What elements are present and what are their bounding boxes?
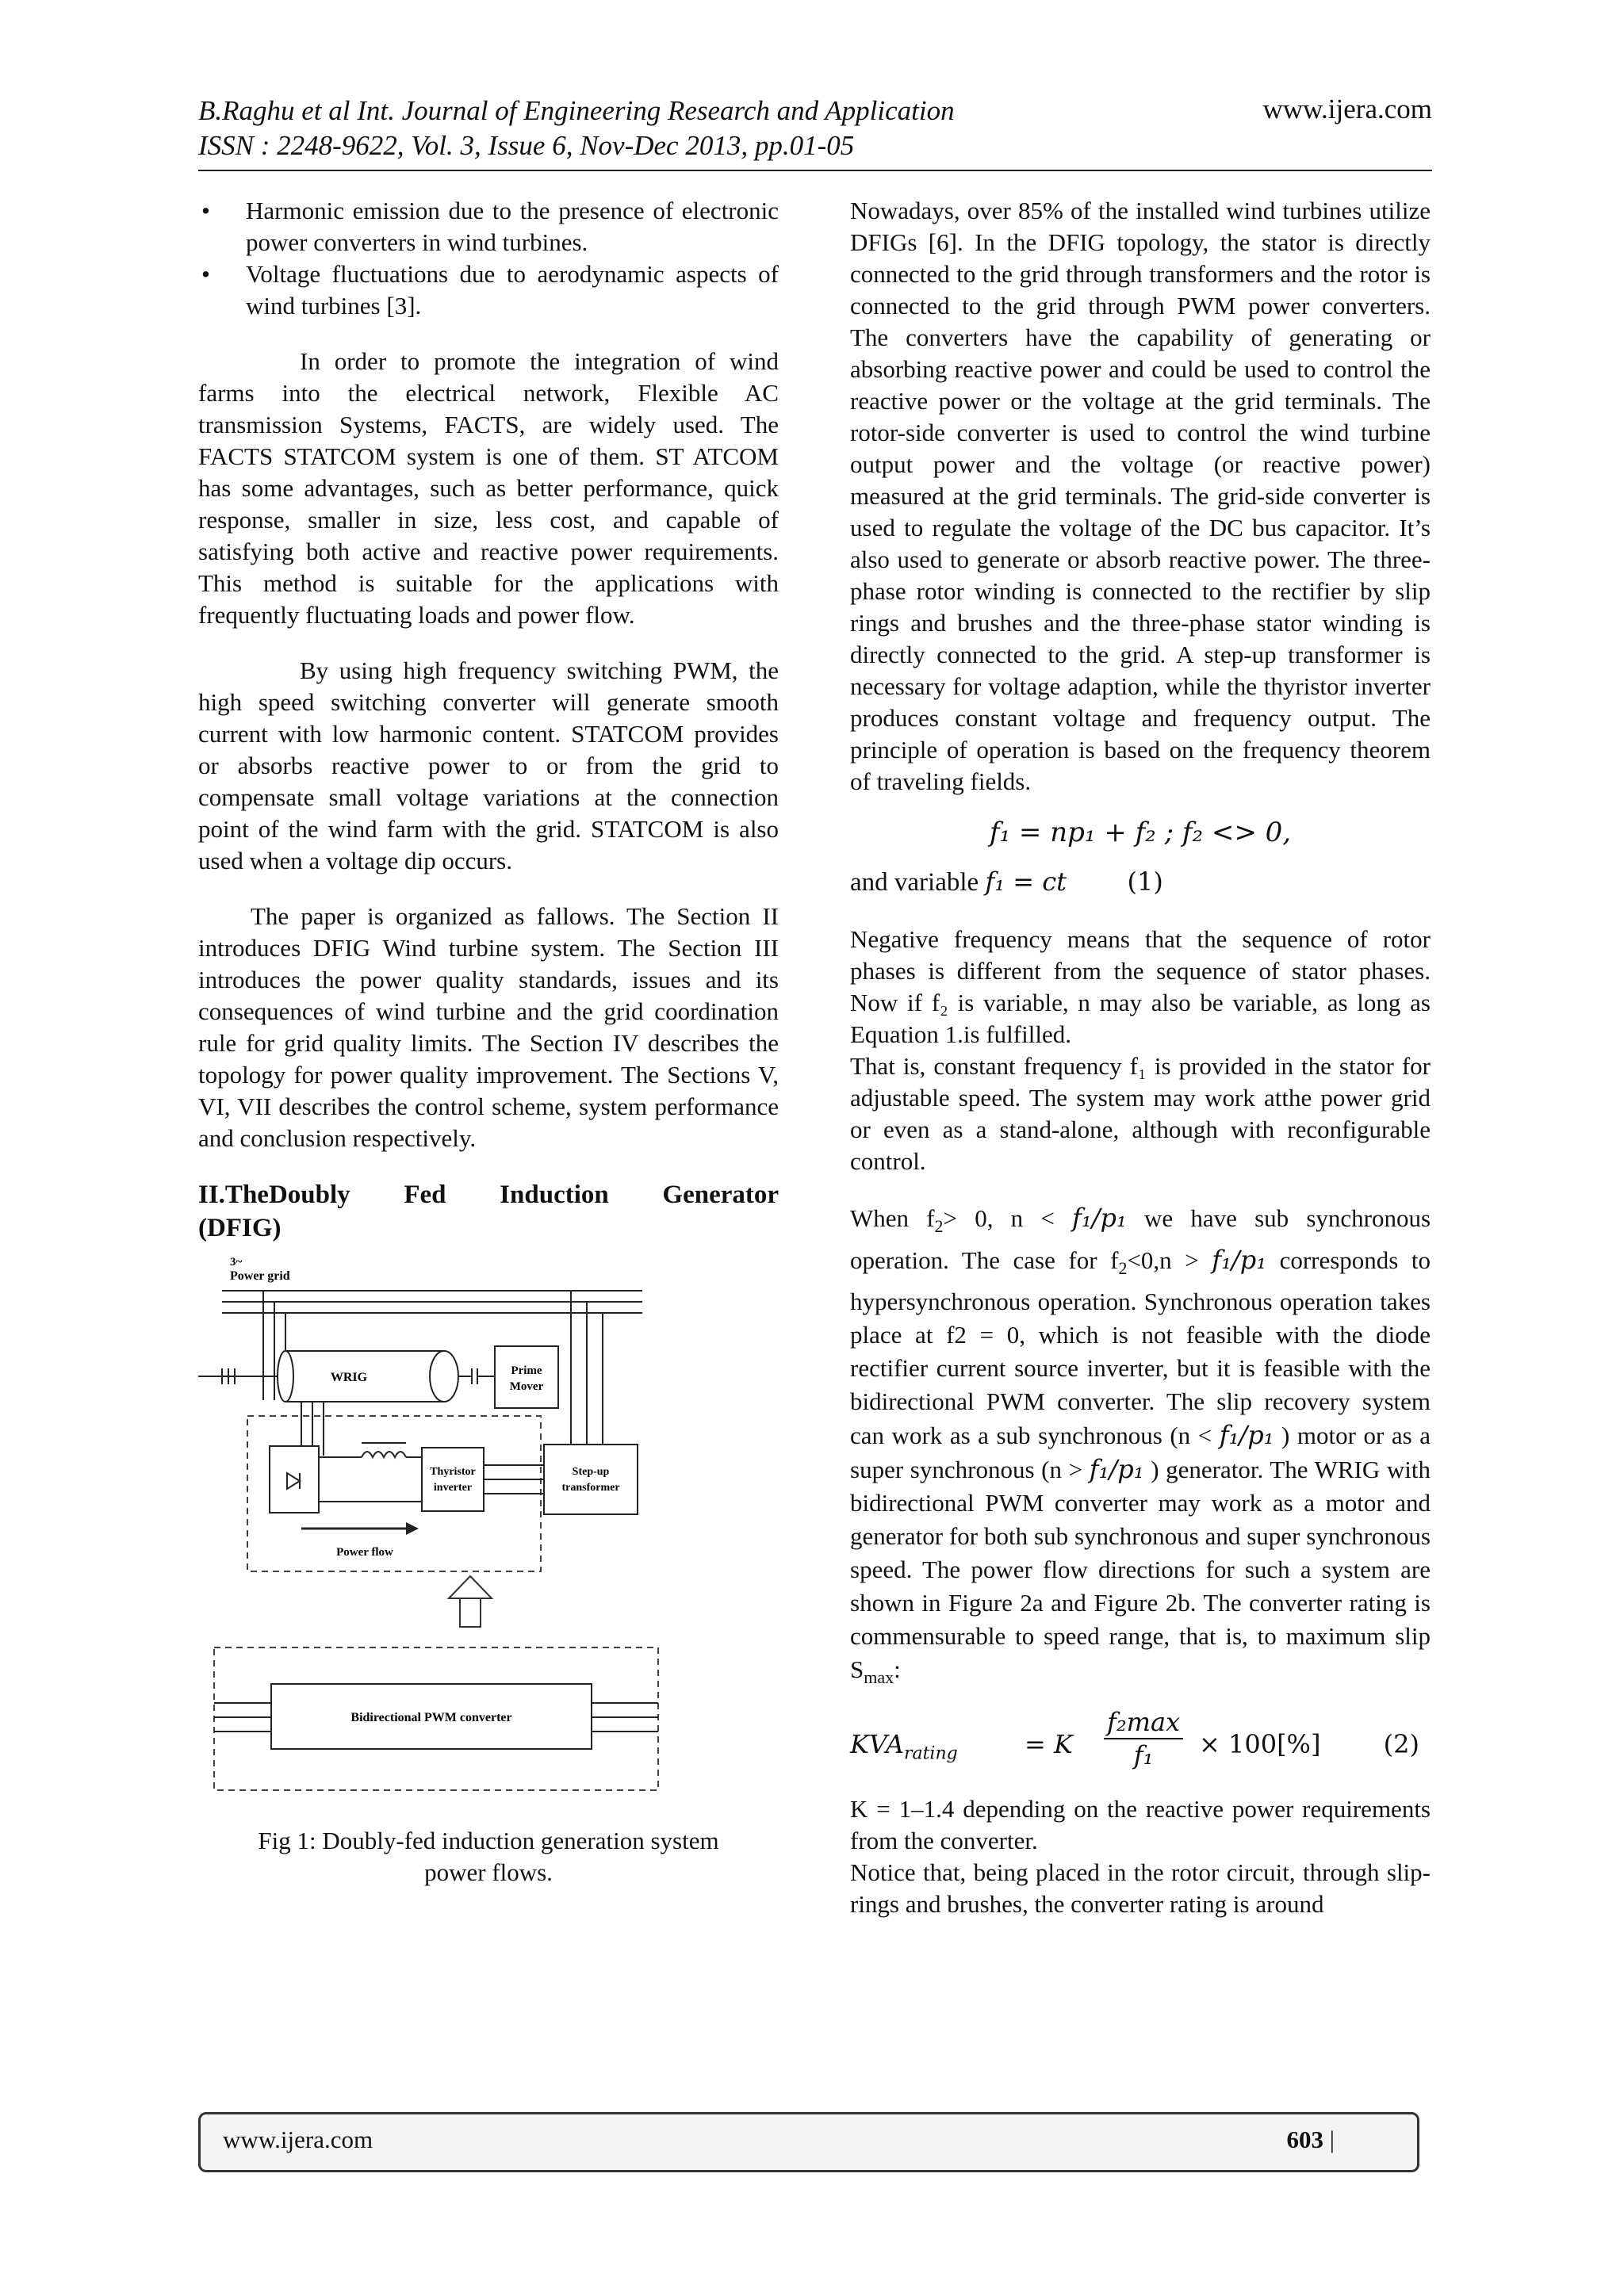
equation-1b: [850, 864, 1431, 900]
section-title: II.TheDoubly Fed Induction Generator: [198, 1181, 779, 1209]
text-run: When f: [850, 1204, 935, 1232]
caption-line: Fig 1: Doubly-fed induction generation system: [258, 1827, 719, 1854]
inductor: [362, 1452, 406, 1457]
label-power-grid: Power grid: [230, 1269, 290, 1283]
eq2-fraction: [1104, 1706, 1183, 1771]
left-column: [198, 195, 779, 1888]
bullet-item: • Voltage fluctuations due to aerodynamic aspects of wind turbines [3].: [198, 258, 779, 322]
text-sub: 2: [934, 1216, 944, 1237]
rectifier-box: [270, 1446, 319, 1513]
eq1b-math: f₁ = ct: [985, 867, 1067, 897]
text-run: we have sub synchronous operation. The case for f: [850, 1204, 1431, 1275]
page-footer: [198, 2112, 1419, 2172]
paragraph-k-value: K = 1–1.4 depending on the reactive power requirements from the converter.: [850, 1794, 1431, 1854]
text-run: > 0, n <: [943, 1204, 1055, 1232]
text-run: corresponds to hypersynchronous operation. Synchronous operation takes place at f2 = 0, which is not feasible with the diode rectifier current source inverter, but it is feasible with the bidirectional PWM converter. The slip recovery system can work as a sub synchronous (n <: [850, 1246, 1431, 1450]
journal-line: B.Raghu et al Int. Journal of Engineering Research and Application: [198, 95, 955, 126]
label-transformer: transformer: [561, 1482, 620, 1494]
wrig-start: [278, 1351, 293, 1402]
label-power-flow: Power flow: [336, 1546, 393, 1559]
hollow-up-arrow-head: [449, 1576, 492, 1598]
paragraph-constant-frequency: That is, constant frequency f₁ is provided in the stator for adjustable speed. The system may work atthe power grid or even as a stand-alone, although with reconfigurable control.: [850, 1052, 1431, 1175]
page-number: [1287, 2126, 1335, 2154]
section-title-cont: (DFIG): [198, 1214, 282, 1242]
eq2-denominator: f₁: [1133, 1739, 1154, 1770]
paragraph-facts: In order to promote the integration of wind farms into the electrical network, Flexible AC transmission Systems, FACTS, are widely used. The FACTS STATCOM system is one of them. ST ATCOM has some advantages, such as better performance, quick response, smaller in size, less cost, and capable of satisfying both active and reactive power requirements. This method is suitable for the applications with frequently fluctuating loads and power flow.: [198, 347, 779, 629]
paragraph-organization: The paper is organized as fallows. The Section II introduces DFIG Wind turbine system. The Section III introduces the power quality standards, issues and its consequences of wind turbine and the grid coordination rule for grid quality limits. The Section IV describes the topology for power quality improvement. The Sections V, VI, VII describes the control scheme, system performance and conclusion respectively.: [198, 902, 779, 1152]
label-wrig: WRIG: [330, 1371, 368, 1384]
dfig-diagram-svg: [198, 1249, 779, 1804]
eq2-lhs-sub: rating: [903, 1743, 958, 1763]
stepup-transformer-box: [544, 1445, 638, 1514]
label-pwm-converter: Bidirectional PWM converter: [350, 1711, 512, 1724]
page-number-bar: |: [1329, 2126, 1335, 2153]
wrig-end: [430, 1351, 458, 1402]
equation-2: [850, 1706, 1431, 1785]
label-phase: 3~: [230, 1256, 243, 1269]
footer-url[interactable]: www.ijera.com: [223, 2126, 373, 2153]
running-header: [198, 94, 1432, 163]
eq1b-text: and variable: [850, 868, 979, 897]
text-run: <0,n >: [1127, 1246, 1199, 1275]
eq2-tail: × 100[%]: [1199, 1728, 1321, 1759]
figure-dfig-diagram: [198, 1249, 779, 1804]
paragraph-negative-frequency: Negative frequency means that the sequence of rotor phases is different from the sequence of stator phases. Now if f₂ is variable, n may also be variable, as long as Equation 1.is fulfilled.: [850, 925, 1431, 1048]
power-flow-arrowhead: [406, 1522, 419, 1535]
header-rule: [198, 170, 1432, 171]
page-number-value: 603: [1286, 2126, 1324, 2153]
issn-line: ISSN : 2248-9622, Vol. 3, Issue 6, Nov-Dec 2013, pp.01-05: [198, 130, 855, 161]
caption-line: power flows.: [424, 1858, 553, 1886]
inline-fraction: f₁/p₁: [1219, 1420, 1274, 1451]
text-run: ) generator. The WRIG with bidirectional PWM converter may work as a motor and generator for both sub synchronous and super synchronous speed. The power flow directions for such a system are shown in Figure 2a and Figure 2b. The converter rating is commensurable to speed range, that is, to maximum slip S: [850, 1456, 1431, 1684]
paragraph-dfig-topology: Nowadays, over 85% of the installed wind turbines utilize DFIGs [6]. In the DFIG topology, the stator is directly connected to the grid through transformers and the rotor is connected to the grid through PWM power converters. The converters have the capability of generating or absorbing reactive power and could be used to control the reactive power or the voltage at the grid terminals. The rotor-side converter is used to control the wind turbine output power and the voltage (or reactive power) measured at the grid terminals. The grid-side converter is used to regulate the voltage of the DC bus capacitor. It’s also used to generate or absorb reactive power. The three-phase rotor winding is connected to the rectifier by slip rings and brushes and the three-phase stator winding is directly connected to the grid. A step-up transformer is necessary for voltage adaption, while the thyristor inverter produces constant voltage and frequency output. The principle of operation is based on the frequency theorem of traveling fields.: [850, 197, 1431, 795]
label-mover: Mover: [509, 1380, 544, 1393]
text-sub: max: [864, 1667, 894, 1688]
label-thyristor: Thyristor: [430, 1466, 476, 1478]
eq2-eq: = K: [1025, 1728, 1073, 1759]
figure-caption: [198, 1825, 779, 1888]
eq1b-number: (1): [1127, 867, 1163, 897]
paragraph-rotor-circuit: Notice that, being placed in the rotor circuit, through slip-rings and brushes, the converter rating is around: [850, 1858, 1431, 1918]
inline-fraction: f₁/p₁: [1089, 1454, 1144, 1485]
eq2-lhs: KVA: [850, 1728, 904, 1759]
paragraph-pwm: By using high frequency switching PWM, the high speed switching converter will generate smooth current with low harmonic content. STATCOM provides or absorbs reactive power to or from the grid to compensate small voltage variations at the connection point of the wind farm with the grid. STATCOM is also used when a voltage dip occurs.: [198, 656, 779, 874]
journal-url[interactable]: www.ijera.com: [1262, 94, 1432, 124]
inline-fraction: f₁/p₁: [1212, 1245, 1267, 1276]
label-prime: Prime: [511, 1364, 542, 1377]
text-run: ) motor or as a super synchronous (n >: [850, 1422, 1431, 1484]
eq2-numerator: f₂max: [1104, 1706, 1183, 1739]
text-run: :: [894, 1655, 901, 1684]
prime-mover-box: [495, 1346, 558, 1408]
text-sub: 2: [1118, 1258, 1128, 1279]
hollow-up-arrow: [460, 1597, 481, 1627]
right-column: [850, 195, 1431, 1920]
thyristor-box: [422, 1448, 484, 1511]
label-stepup: Step-up: [572, 1466, 610, 1478]
label-inverter: inverter: [433, 1482, 473, 1494]
equation-1: f₁ = np₁ + f₂ ; f₂ <> 0,: [989, 817, 1292, 848]
paragraph-synchronous-operation: [850, 1201, 1431, 1695]
eq2-number: (2): [1383, 1728, 1419, 1759]
bullet-list: [198, 195, 779, 322]
inline-fraction: f₁/p₁: [1072, 1203, 1127, 1233]
bullet-item: • Harmonic emission due to the presence of electronic power converters in wind turbines.: [198, 195, 779, 258]
